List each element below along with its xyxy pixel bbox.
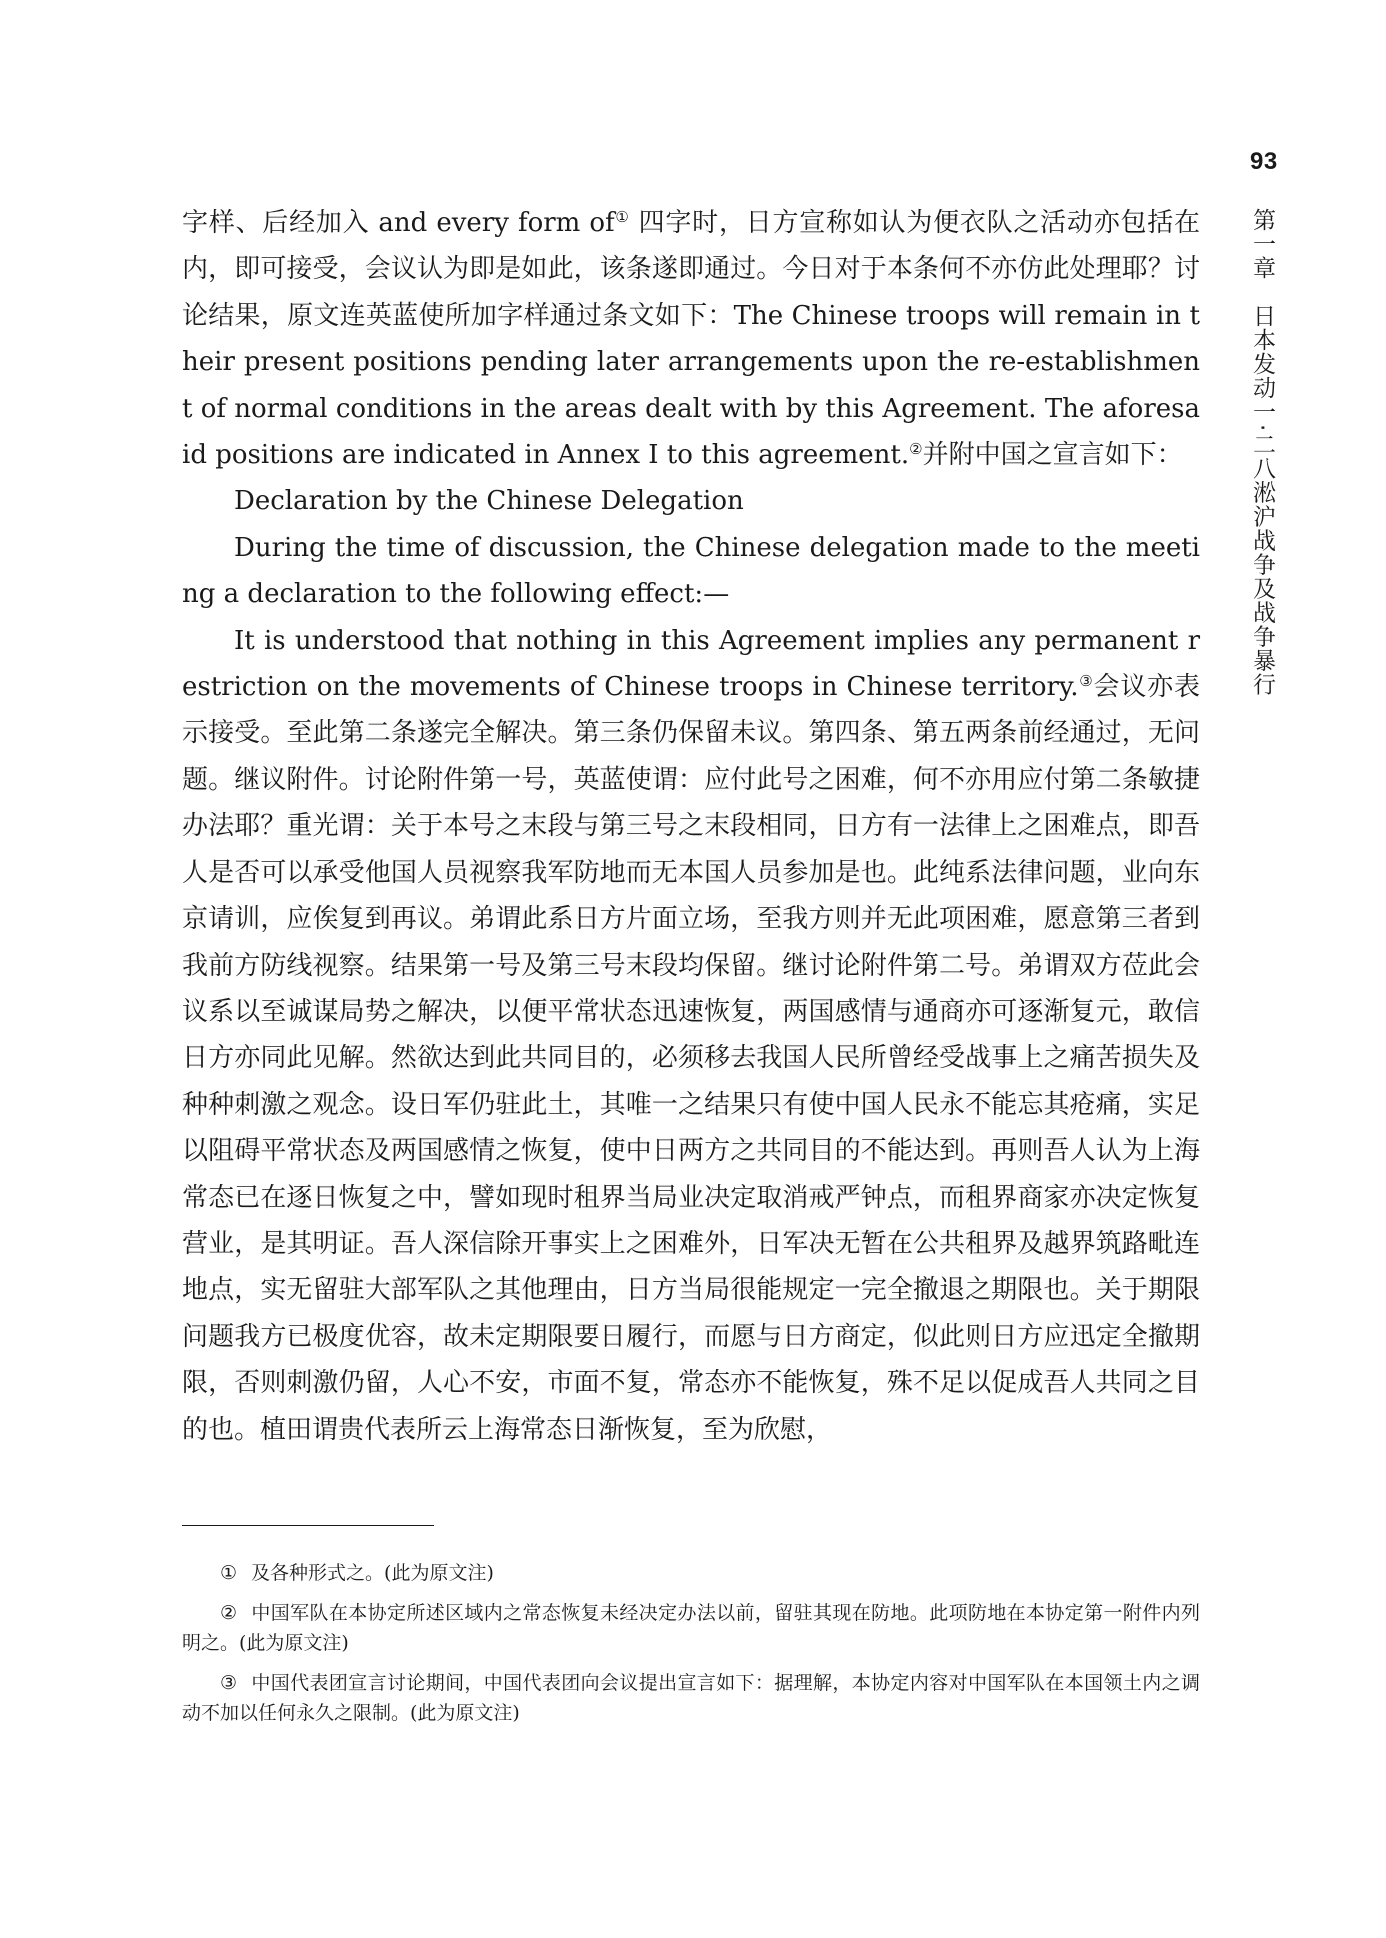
footnote-ref-2: ② [909,440,923,459]
paragraph-1 [182,200,1200,478]
footnote-1-mark: ① [220,1562,238,1584]
body-text [182,200,1200,1453]
footnote-3-text: 中国代表团宣言讨论期间，中国代表团向会议提出宣言如下：据理解，本协定内容对中国军队在本国领土内之调动不加以任何永久之限制。(此为原文注) [182,1672,1200,1724]
footnote-1 [182,1558,1200,1588]
paragraph-4-text-b: 会议亦表示接受。至此第二条遂完全解决。第三条仍保留未议。第四条、第五两条前经通过，无问题。继议附件。讨论附件第一号，英蓝使谓：应付此号之困难，何不亦用应付第二条敏捷办法耶？重光谓：关于本号之末段与第三号之末段相同，日方有一法律上之困难点，即吾人是否可以承受他国人员视察我军防地而无本国人员参加是也。此纯系法律问题，业向东京请训，应俟复到再议。弟谓此系日方片面立场，至我方则并无此项困难，愿意第三者到我前方防线视察。结果第一号及第三号末段均保留。继讨论附件第二号。弟谓双方莅此会议系以至诚谋局势之解决，以便平常状态迅速恢复，两国感情与通商亦可逐渐复元，敢信日方亦同此见解。然欲达到此共同目的，必须移去我国人民所曾经受战事上之痛苦损失及种种刺激之观念。设日军仍驻此土，其唯一之结果只有使中国人民永不能忘其疮痛，实足以阻碍平常状态及两国感情之恢复，使中日两方之共同目的不能达到。再则吾人认为上海常态已在逐日恢复之中，譬如现时租界当局业决定取消戒严钟点，而租界商家亦决定恢复营业，是其明证。吾人深信除开事实上之困难外，日军决无暂在公共租界及越界筑路毗连地点，实无留驻大部军队之其他理由，日方当局很能规定一完全撤退之期限也。关于期限问题我方已极度优容，故未定期限要日履行，而愿与日方商定，似此则日方应迅定全撤期限，否则刺激仍留，人心不安，市面不复，常态亦不能恢复，殊不足以促成吾人共同之目的也。植田谓贵代表所云上海常态日渐恢复，至为欣慰， [182,672,1200,1445]
footnote-3 [182,1668,1200,1728]
paragraph-1-text-b: 四字时，日方宣称如认为便衣队之活动亦包括在内，即可接受，会议认为即是如此，该条遂即通过。今日对于本条何不亦仿此处理耶？讨论结果，原文连英蓝使所加字样通过条文如下：The Chinese troops will remain in their present positions pending later arrangements upon the re-establishment of normal conditions in the areas dealt with by this Agreement. The aforesaid positions are indicated in Annex Ⅰ to this agreement. [182,208,1201,471]
paragraph-1-text-a: 字样、后经加入 and every form of [182,208,615,238]
footnote-2-mark: ② [220,1602,238,1624]
footnote-ref-3: ③ [1078,672,1094,691]
footnote-divider [182,1525,434,1526]
page-number: 93 [1250,148,1278,175]
running-head: 第一章 日本发动一·二八淞沪战争及战争暴行 [1249,208,1275,697]
footnotes [182,1558,1200,1738]
footnote-ref-1: ① [614,208,630,226]
footnote-2 [182,1598,1200,1658]
footnote-3-mark: ③ [220,1672,238,1694]
declaration-heading: Declaration by the Chinese Delegation [234,486,744,517]
paragraph-3: During the time of discussion, the Chinese delegation made to the meeting a declaration to the following effect:— [182,532,1200,610]
paragraph-4-text-a: It is understood that nothing in this Agreement implies any permanent restriction on the movements of Chinese troops in Chinese territory. [182,625,1200,703]
footnote-2-text: 中国军队在本协定所述区域内之常态恢复未经决定办法以前，留驻其现在防地。此项防地在本协定第一附件内列明之。(此为原文注) [182,1602,1200,1654]
paragraph-4 [182,618,1200,1453]
footnote-1-text: 及各种形式之。(此为原文注) [251,1562,494,1584]
paragraph-1-text-c: 并附中国之宣言如下： [922,440,1183,471]
